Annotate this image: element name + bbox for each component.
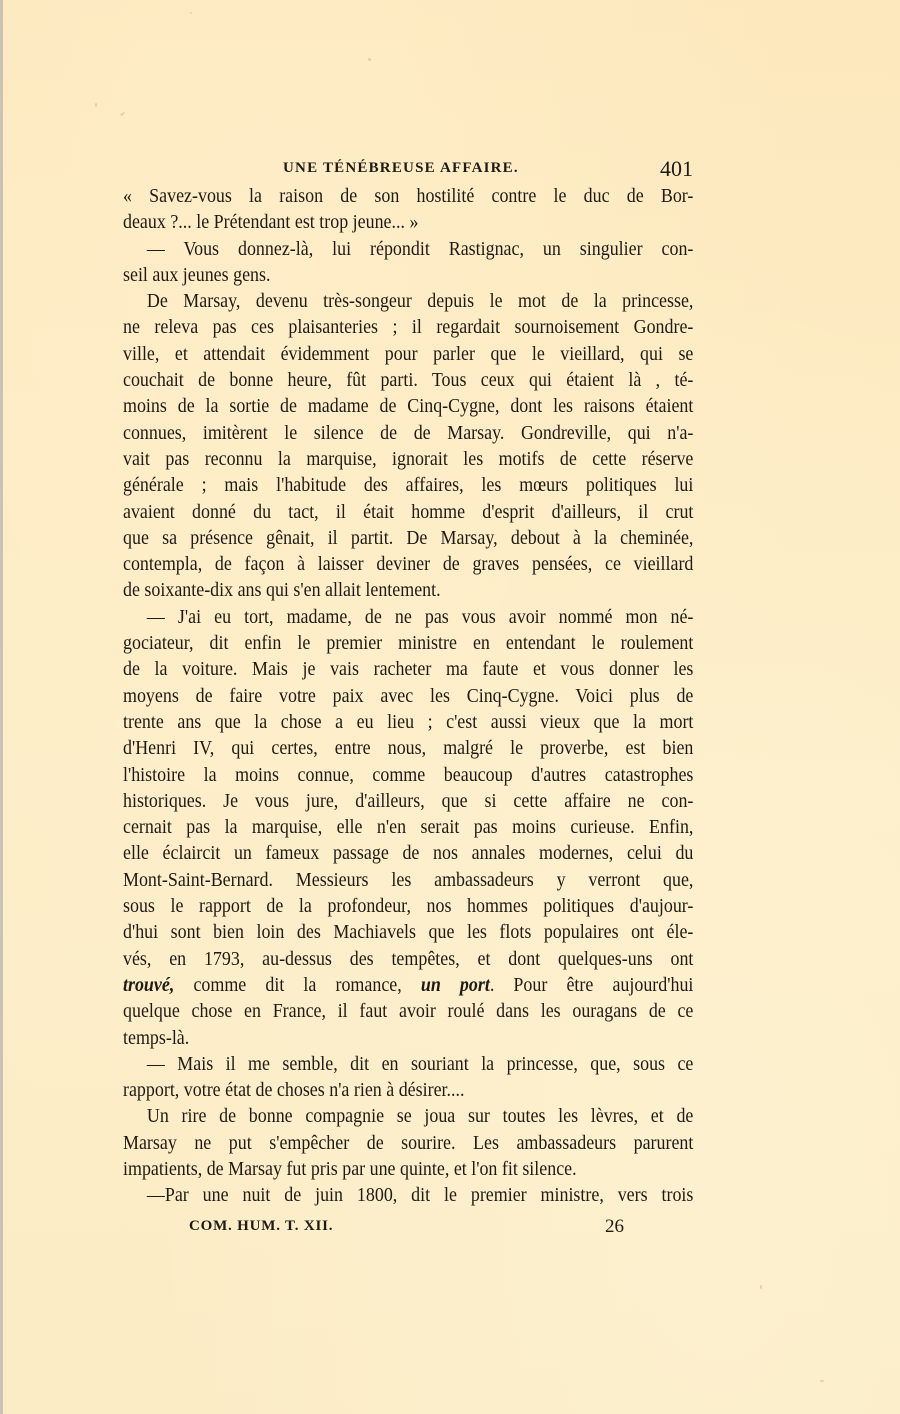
text-line: — Mais il me semble, dit en souriant la princesse, que, sous ce: [146, 1053, 694, 1075]
text-line: de soixante-dix ans qui s'en allait lentement.: [123, 580, 441, 602]
text-line: contempla, de façon à laisser deviner de graves pensées, ce vieillard: [123, 554, 694, 576]
sheet-number: 26: [605, 1216, 624, 1237]
italic-phrase: trouvé,: [123, 974, 175, 996]
text-line: vés, en 1793, au-dessus des tempêtes, et dont quelques-uns ont: [123, 948, 694, 970]
text-line: moins de la sortie de madame de Cinq-Cygne, dont les raisons étaient: [123, 396, 694, 418]
paper-speck: [190, 12, 192, 14]
text-line: avaient donné du tact, il était homme d'esprit d'ailleurs, il crut: [123, 501, 694, 523]
text-line: gociateur, dit enfin le premier ministre en entendant le roulement: [123, 633, 694, 655]
text-line: temps-là.: [123, 1027, 190, 1049]
italic-phrase: un port: [420, 974, 490, 996]
text-line: Marsay ne put s'empêcher de sourire. Les ambassadeurs parurent: [123, 1132, 694, 1154]
text-line: [123, 973, 693, 999]
text-line: impatients, de Marsay fut pris par une quinte, et l'on fit silence.: [123, 1158, 577, 1180]
running-title: UNE TÉNÉBREUSE AFFAIRE.: [283, 160, 519, 176]
text-line: De Marsay, devenu très-songeur depuis le mot de la princesse,: [146, 291, 694, 313]
text-line: vait pas reconnu la marquise, ignorait les motifs de cette réserve: [123, 448, 694, 470]
text-line: seil aux jeunes gens.: [123, 264, 271, 286]
text-line: « Savez-vous la raison de son hostilité contre le duc de Bor-: [123, 186, 694, 207]
text-line: elle éclaircit un fameux passage de nos annales modernes, celui du: [123, 843, 694, 865]
signature-mark: COM. HUM. T. XII.: [189, 1218, 334, 1234]
text-line: d'Henri IV, qui certes, entre nous, malgré le proverbe, est bien: [123, 738, 694, 760]
paper-speck: [760, 1285, 762, 1289]
text-run: . Pour être aujourd'hui: [489, 974, 694, 996]
text-line: — J'ai eu tort, madame, de ne pas vous avoir nommé mon né-: [146, 606, 694, 628]
paper-speck: [820, 1380, 824, 1382]
paper-speck: [120, 112, 125, 117]
text-line: que sa présence gênait, il partit. De Marsay, debout à la cheminée,: [123, 527, 694, 549]
scan-edge: [0, 0, 3, 1414]
text-line: de la voiture. Mais je vais racheter ma faute et vous donner les: [123, 659, 694, 681]
text-line: connues, imitèrent le silence de de Marsay. Gondreville, qui n'a-: [123, 422, 694, 444]
text-line: générale ; mais l'habitude des affaires, les mœurs politiques lui: [123, 475, 694, 497]
text-line: l'histoire la moins connue, comme beaucoup d'autres catastrophes: [123, 764, 694, 786]
text-line: historiques. Je vous jure, d'ailleurs, que si cette affaire ne con-: [123, 790, 694, 812]
paper-speck: [368, 58, 371, 61]
page-number: 401: [660, 156, 693, 181]
text-line: ne releva pas ces plaisanteries ; il regardait sournoisement Gondre-: [123, 317, 694, 339]
text-line: —Par une nuit de juin 1800, dit le premier ministre, vers trois: [146, 1185, 694, 1207]
running-head: [123, 158, 693, 184]
paper-speck: [95, 103, 97, 107]
text-line: moyens de faire votre paix avec les Cinq-Cygne. Voici plus de: [123, 685, 694, 707]
text-line: — Vous donnez-là, lui répondit Rastignac, un singulier con-: [146, 238, 694, 260]
text-line: d'hui sont bien loin des Machiavels que les flots populaires ont éle-: [123, 922, 694, 944]
page-footer: [123, 1216, 693, 1242]
text-run: comme dit la romance,: [174, 974, 421, 996]
text-line: trente ans que la chose a eu lieu ; c'est aussi vieux que la mort: [123, 711, 694, 733]
text-line: quelque chose en France, il faut avoir roulé dans les ouragans de ce: [123, 1001, 694, 1023]
text-line: Un rire de bonne compagnie se joua sur toutes les lèvres, et de: [146, 1106, 694, 1128]
text-line: rapport, votre état de choses n'a rien à désirer....: [123, 1080, 465, 1102]
text-line: sous le rapport de la profondeur, nos hommes politiques d'aujour-: [123, 896, 694, 918]
text-line: couchait de bonne heure, fût parti. Tous ceux qui étaient là , té-: [123, 370, 694, 392]
text-line: cernait pas la marquise, elle n'en serait pas moins curieuse. Enfin,: [123, 817, 694, 839]
text-line: Mont-Saint-Bernard. Messieurs les ambassadeurs y verront que,: [123, 869, 694, 891]
text-line: deaux ?... le Prétendant est trop jeune... »: [123, 212, 419, 234]
text-line: ville, et attendait évidemment pour parler que le vieillard, qui se: [123, 343, 694, 365]
body-text: [123, 184, 693, 1210]
